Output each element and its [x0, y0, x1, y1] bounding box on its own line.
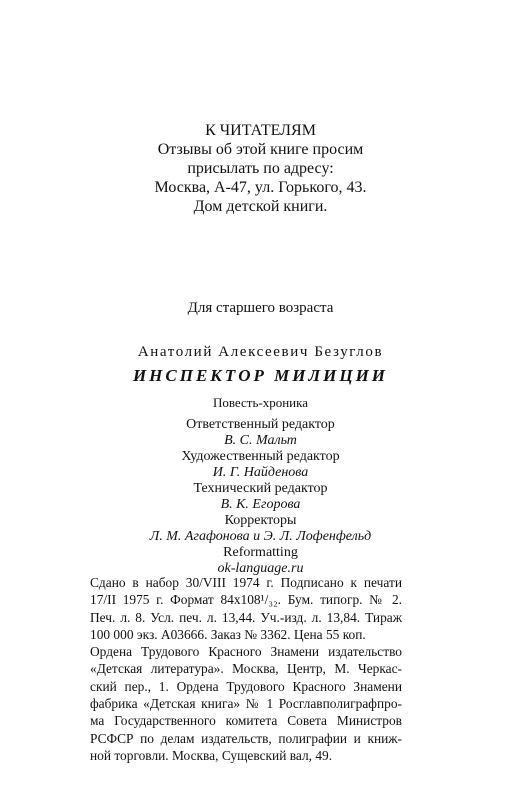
author-name: Анатолий Алексеевич Безуглов	[137, 344, 384, 360]
tech-editor-role: Технический редактор	[193, 481, 328, 496]
imprint-line: Сдано в набор 30/VIII 1974 г. Подписано к печати	[90, 575, 402, 590]
imprint-line: Ордена Трудового Красного Знамени издательство	[90, 644, 402, 660]
chief-editor-role: Ответственный редактор	[186, 417, 335, 432]
imprint-block	[90, 574, 402, 764]
proofreaders-names: Л. М. Агафонова и Э. Л. Лофенфельд	[149, 529, 372, 544]
imprint-line: 17/II 1975 г. Формат 84х108¹/₃₂. Бум. типогр. № 2.	[90, 592, 402, 608]
age-group: Для старшего возраста	[187, 300, 334, 316]
reformatting-site: ok-language.ru	[217, 561, 304, 576]
chief-editor-name: В. С. Мальт	[224, 433, 297, 448]
imprint-line: ной торговли. Москва, Сущевский вал, 49.	[90, 747, 333, 763]
imprint-line: ма Государственного комитета Совета Министров	[90, 713, 402, 729]
imprint-line: «Детская литература». Москва, Центр, М. Черкас-	[90, 661, 402, 677]
reader-notice-line: Москва, А-47, ул. Горького, 43.	[154, 179, 367, 196]
imprint-line: Печ. л. 8. Усл. печ. л. 13,44. Уч.-изд. л. 13,84. Тираж	[90, 609, 402, 625]
tech-editor-name: В. К. Егорова	[220, 497, 301, 512]
genre: Повесть-хроника	[212, 395, 309, 410]
book-title: ИНСПЕКТОР МИЛИЦИИ	[132, 366, 389, 385]
imprint-line: фабрика «Детская книга» № 1 Росглавполиграфпро-	[90, 696, 402, 712]
imprint-line: ский пер., 1. Ордена Трудового Красного Знамени	[90, 678, 402, 694]
proofreaders-role: Корректоры	[224, 513, 297, 528]
reader-notice-line: Отзывы об этой книге просим	[157, 141, 364, 158]
art-editor-name: И. Г. Найденова	[212, 465, 309, 480]
reformatting-label: Reformatting	[223, 545, 298, 560]
credits	[0, 417, 521, 577]
reader-notice-line: присылать по адресу:	[187, 160, 334, 177]
art-editor-role: Художественный редактор	[181, 449, 340, 464]
reader-notice-line: Дом детской книги.	[193, 198, 328, 215]
imprint-line: 100 000 экз. А03666. Заказ № 3362. Цена 55 коп.	[90, 626, 366, 642]
reader-notice	[0, 121, 521, 216]
reader-notice-heading: К ЧИТАТЕЛЯМ	[205, 122, 316, 139]
imprint-line: РСФСР по делам издательств, полиграфии и книж-	[90, 730, 402, 746]
